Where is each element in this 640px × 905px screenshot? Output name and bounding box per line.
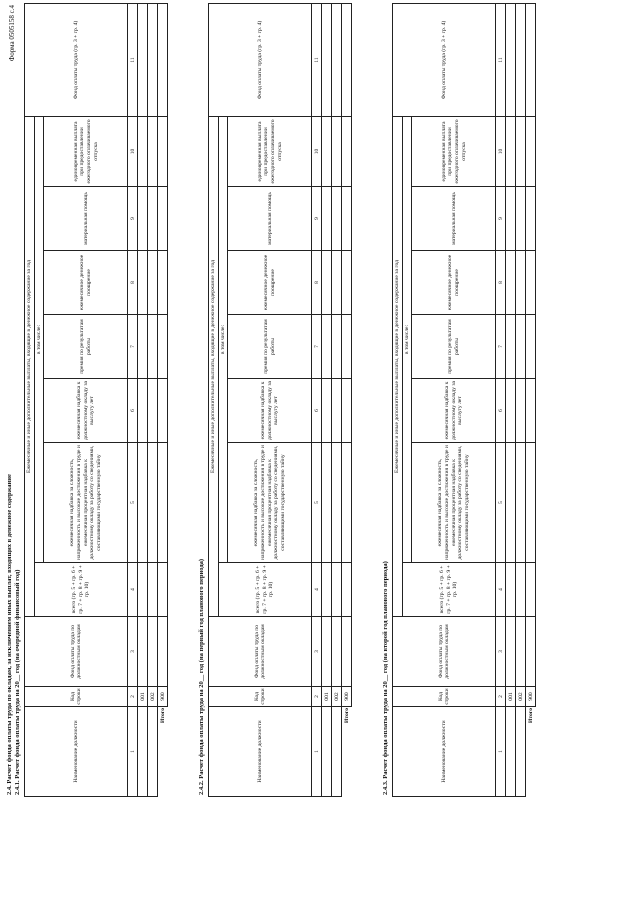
row-code: 001: [506, 687, 516, 707]
col-num: 5: [312, 443, 322, 563]
col-num: 1: [496, 707, 506, 797]
header-group: Ежемесячные и иные дополнительные выплаты, входящие в денежное содержание за год: [25, 116, 35, 616]
header-total: всего (гр. 5 + гр. 6 + гр. 7 + гр. 8 + гр. 9 + гр. 10): [402, 563, 496, 617]
header-c10: единовременная выплата при предоставлении ежегодного оплачиваемого отпуска: [412, 116, 496, 186]
col-num: 2: [496, 687, 506, 707]
total-row: [158, 3, 168, 796]
section-1-table: [24, 4, 168, 797]
col-num: 9: [312, 187, 322, 251]
header-c5: ежемесячная надбавка за сложность, напряженность и высокие достижения в труде и ежемесячная процентная надбавка к должностному окладу за работу со сведениями, составляющими государственную тайну: [228, 443, 312, 563]
total-row: [526, 3, 536, 796]
col-num: 10: [128, 116, 138, 186]
header-c5: ежемесячная надбавка за сложность, напряженность и высокие достижения в труде и ежемесячная процентная надбавка к должностному окладу за работу со сведениями, составляющими государственную тайну: [44, 443, 128, 563]
header-group: Ежемесячные и иные дополнительные выплаты, входящие в денежное содержание за год: [393, 116, 403, 616]
total-row: [342, 3, 352, 796]
row-code: 002: [516, 687, 526, 707]
row-code: 001: [138, 687, 148, 707]
col-num: 3: [128, 617, 138, 687]
table-row: [138, 3, 148, 796]
header-c10: единовременная выплата при предоставлении ежегодного оплачиваемого отпуска: [228, 116, 312, 186]
table-row: [332, 3, 342, 796]
section-3-title: 2.4.3. Расчет фонда оплаты труда на 20__ год (на второй год планового периода): [382, 561, 389, 795]
header-c5: ежемесячная надбавка за сложность, напряженность и высокие достижения в труде и ежемесячная процентная надбавка к должностному окладу за работу со сведениями, составляющими государственную тайну: [412, 443, 496, 563]
row-code: 001: [322, 687, 332, 707]
col-num: 10: [312, 116, 322, 186]
col-num: 7: [128, 315, 138, 379]
section-2-title: 2.4.2. Расчет фонда оплаты труда на 20__ год (на первый год планового периода): [198, 558, 205, 795]
col-num: 3: [496, 617, 506, 687]
header-fund: Фонд оплаты труда (гр. 3 + гр. 4): [209, 3, 312, 116]
header-c6: ежемесячная надбавка к должностному окладу за выслугу лет: [412, 379, 496, 443]
header-c6: ежемесячная надбавка к должностному окладу за выслугу лет: [44, 379, 128, 443]
col-num: 6: [496, 379, 506, 443]
header-position: Наименование должности: [209, 707, 312, 797]
col-num: 7: [312, 315, 322, 379]
header-position: Наименование должности: [25, 707, 128, 797]
header-c8: ежемесячное денежное поощрение: [412, 251, 496, 315]
col-num: 4: [128, 563, 138, 617]
col-num: 1: [128, 707, 138, 797]
table-row: [506, 3, 516, 796]
header-fund: Фонд оплаты труда (гр. 3 + гр. 4): [25, 3, 128, 116]
header-c9: материальная помощь: [412, 187, 496, 251]
col-num: 11: [312, 3, 322, 116]
header-total: всего (гр. 5 + гр. 6 + гр. 7 + гр. 8 + гр. 9 + гр. 10): [34, 563, 128, 617]
col-num: 11: [128, 3, 138, 116]
col-num: 8: [128, 251, 138, 315]
col-num: 9: [128, 187, 138, 251]
row-code: 002: [332, 687, 342, 707]
total-label: Итого: [159, 708, 166, 724]
header-c6: ежемесячная надбавка к должностному окладу за выслугу лет: [228, 379, 312, 443]
table-row: [148, 3, 158, 796]
header-c10: единовременная выплата при предоставлении ежегодного оплачиваемого отпуска: [44, 116, 128, 186]
row-code: 002: [148, 687, 158, 707]
main-title: 2.4. Расчет фонда оплаты труда по окладам, за исключением иных выплат, входящих в денежное содержание: [6, 474, 13, 795]
col-num: 3: [312, 617, 322, 687]
col-num: 4: [312, 563, 322, 617]
section-1-title: 2.4.1. Расчет фонда оплаты труда на 20__ год (на очередной финансовый год): [14, 569, 21, 795]
header-fund-salary: Фонд оплаты труда по должностным окладам: [209, 617, 312, 687]
total-label: Итого: [343, 708, 350, 724]
section-3-table: [392, 4, 536, 797]
header-c8: ежемесячное денежное поощрение: [228, 251, 312, 315]
header-code: Код строки: [25, 687, 128, 707]
total-code: 900: [342, 687, 352, 707]
header-code: Код строки: [393, 687, 496, 707]
header-fund-salary: Фонд оплаты труда по должностным окладам: [393, 617, 496, 687]
total-code: 900: [526, 687, 536, 707]
section-2-table: [208, 4, 352, 797]
header-incl: в том числе:: [34, 116, 44, 562]
total-code: 900: [158, 687, 168, 707]
col-num: 6: [128, 379, 138, 443]
col-num: 1: [312, 707, 322, 797]
col-num: 8: [312, 251, 322, 315]
table-row: [322, 3, 332, 796]
header-c8: ежемесячное денежное поощрение: [44, 251, 128, 315]
header-c7: премия по результатам работы: [228, 315, 312, 379]
col-num: 4: [496, 563, 506, 617]
col-num: 8: [496, 251, 506, 315]
header-c7: премия по результатам работы: [44, 315, 128, 379]
header-group: Ежемесячные и иные дополнительные выплаты, входящие в денежное содержание за год: [209, 116, 219, 616]
table-row: [516, 3, 526, 796]
header-fund-salary: Фонд оплаты труда по должностным окладам: [25, 617, 128, 687]
header-position: Наименование должности: [393, 707, 496, 797]
col-num: 7: [496, 315, 506, 379]
col-num: 11: [496, 3, 506, 116]
header-incl: в том числе:: [402, 116, 412, 562]
header-incl: в том числе:: [218, 116, 228, 562]
header-c7: премия по результатам работы: [412, 315, 496, 379]
header-fund: Фонд оплаты труда (гр. 3 + гр. 4): [393, 3, 496, 116]
header-code: Код строки: [209, 687, 312, 707]
col-num: 5: [496, 443, 506, 563]
total-label: Итого: [527, 708, 534, 724]
form-code: Форма 0505158 с.4: [8, 5, 16, 62]
col-num: 6: [312, 379, 322, 443]
col-num: 10: [496, 116, 506, 186]
header-total: всего (гр. 5 + гр. 6 + гр. 7 + гр. 8 + гр. 9 + гр. 10): [218, 563, 312, 617]
header-c9: материальная помощь: [228, 187, 312, 251]
col-num: 2: [128, 687, 138, 707]
col-num: 2: [312, 687, 322, 707]
col-num: 9: [496, 187, 506, 251]
col-num: 5: [128, 443, 138, 563]
header-c9: материальная помощь: [44, 187, 128, 251]
